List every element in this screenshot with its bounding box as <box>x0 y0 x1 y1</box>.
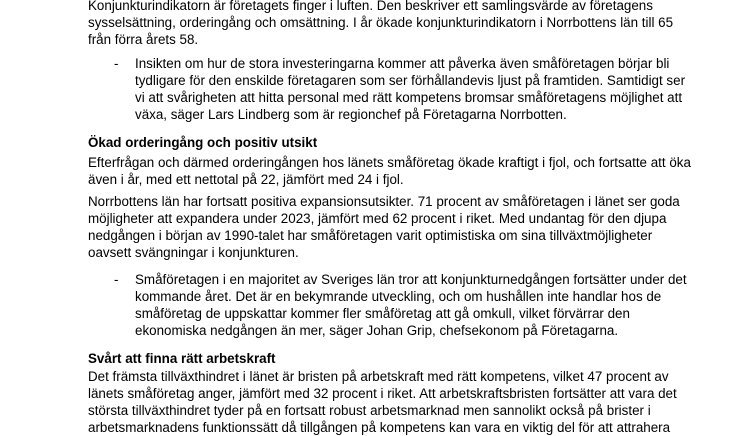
quote-line: småföretag de uppskattar kommer fler småföretag att gå omkull, vilket förvärrar den <box>135 306 630 321</box>
section-heading-orderingang: Ökad orderingång och positiv utsikt <box>88 135 318 150</box>
orderingang-paragraph <box>88 154 691 188</box>
quote-line: Småföretagen i en majoritet av Sveriges län tror att konjunkturnedgången fortsätter under det <box>135 272 687 287</box>
paragraph-line: arbetsmarknadens funktionssätt då tillgången på kompetens kan vara en viktig del för att attrahera <box>88 420 671 435</box>
expansion-paragraph <box>88 193 688 261</box>
dash-bullet: - <box>114 56 119 71</box>
quote-line: ekonomiska nedgången än mer, säger Johan Grip, chefsekonom på Företagarna. <box>135 323 619 338</box>
quote-line: växa, säger Lars Lindberg som är regionchef på Företagarna Norrbotten. <box>135 107 567 122</box>
paragraph-line: möjligheter att expandera under 2023, jämfört med 62 procent i riket. Med undantag för den djupa <box>88 211 667 226</box>
intro-line: Konjunkturindikatorn är företagets finger i luften. Den beskriver ett samlingsvärde av företagens <box>88 0 653 13</box>
quote-line: kommande året. Det är en bekymrande utveckling, och om hushållen inte handlar hos de <box>135 289 662 304</box>
arbetskraft-paragraph <box>88 368 688 436</box>
intro-line: från förra årets 58. <box>88 32 199 47</box>
paragraph-line: Norrbottens län har fortsatt positiva expansionsutsikter. 71 procent av småföretagen i länet ser goda <box>88 194 680 209</box>
paragraph-line: även i år, med ett nettotal på 22, jämfört med 24 i fjol. <box>88 172 404 187</box>
paragraph-line: länets småföretag anger, jämfört med 32 procent i riket. Att arbetskraftsbristen fortsätter att vara det <box>88 386 677 401</box>
paragraph-line: oavsett svängningar i konjunkturen. <box>88 245 299 260</box>
section-heading-arbetskraft: Svårt att finna rätt arbetskraft <box>88 351 276 366</box>
dash-bullet: - <box>114 272 119 287</box>
quote-line: vi att svårigheten att hitta personal med rätt kompetens bromsar småföretagens möjlighet att <box>135 90 683 105</box>
quote-line: tydligare för den enskilde företagaren som ser förhållandevis ljust på framtiden. Samtidigt ser <box>135 73 686 88</box>
intro-paragraph <box>88 0 688 48</box>
paragraph-line: nedgången i början av 1990-talet har småföretagen varit optimistiska om sina tillväxtmöjligheter <box>88 228 653 243</box>
paragraph-line: Efterfrågan och därmed orderingången hos länets småföretag ökade kraftigt i fjol, och fortsatte att öka <box>88 155 691 170</box>
intro-line: sysselsättning, orderingång och omsättning. I år ökade konjunkturindikatorn i Norrbottens län till 65 <box>88 15 674 30</box>
quote-line: Insikten om hur de stora investeringarna kommer att påverka även småföretagen börjar bli <box>135 56 670 71</box>
paragraph-line: största tillväxthindret tyder på en fortsatt robust arbetsmarknad men sannolikt också på brister i <box>88 403 651 418</box>
paragraph-line: Det främsta tillväxthindret i länet är bristen på arbetskraft med rätt kompetens, vilket 47 procent av <box>88 369 669 384</box>
